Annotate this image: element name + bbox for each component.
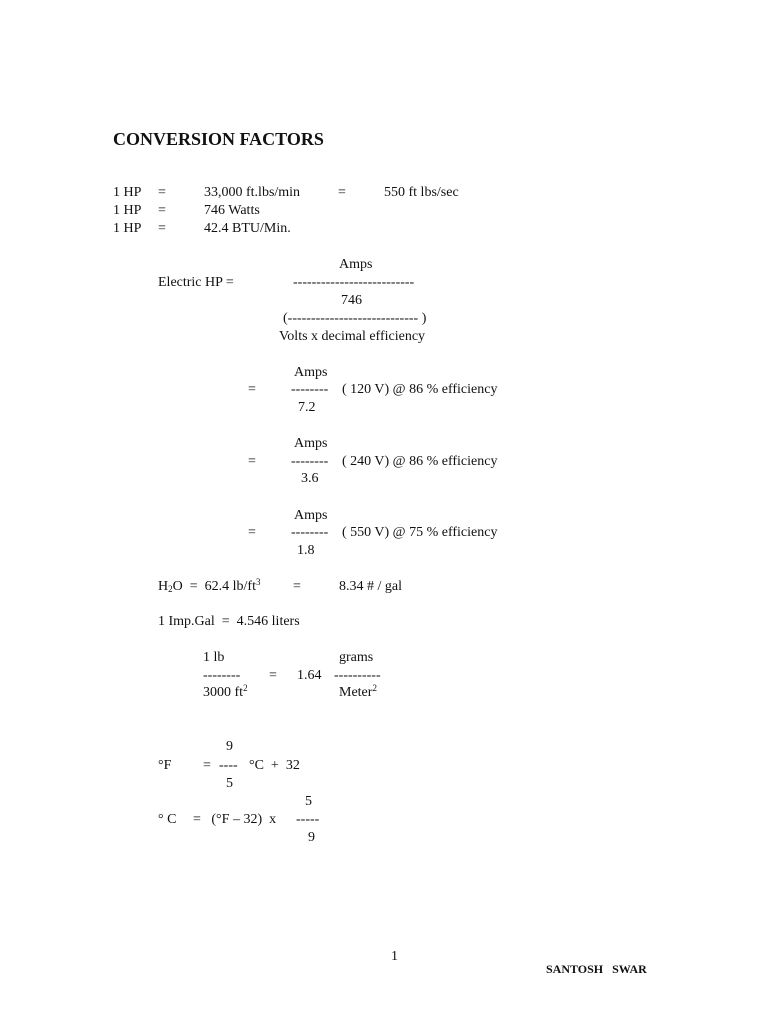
hp-row-2-eq: = — [158, 203, 166, 218]
variant-3-numerator: Amps — [294, 508, 328, 523]
celsius-lhs: ° C — [158, 812, 177, 827]
electric-hp-sub-denominator: Volts x decimal efficiency — [279, 329, 426, 344]
imp-gal: 1 Imp.Gal = 4.546 liters — [158, 614, 300, 629]
fahrenheit-rest: °C + 32 — [249, 758, 300, 773]
density-den-right-sup: 2 — [372, 683, 377, 693]
water-sub2: 2 — [168, 584, 173, 594]
electric-hp-label: Electric HP = — [158, 275, 234, 290]
water-eq: = — [293, 579, 301, 594]
fahrenheit-den: 5 — [226, 776, 233, 791]
electric-hp-denominator: 746 — [341, 293, 362, 308]
density-den-right-text: Meter — [339, 685, 373, 700]
density-den-left-sup: 2 — [243, 683, 248, 693]
hp-row-1-lhs: 1 HP — [113, 185, 142, 200]
density-num-right: grams — [339, 650, 374, 665]
variant-1-bar: -------- — [291, 382, 329, 397]
fahrenheit-eq: = — [203, 758, 211, 773]
water-o-eq: O = 62.4 lb/ft — [172, 579, 256, 594]
density-den-right — [339, 683, 377, 700]
page-number: 1 — [391, 949, 398, 964]
celsius-num: 5 — [305, 794, 312, 809]
hp-row-1-value2: 550 ft lbs/sec — [384, 185, 459, 200]
variant-3-note: ( 550 V) @ 75 % efficiency — [342, 525, 498, 540]
variant-3-denominator: 1.8 — [297, 543, 315, 558]
page-title: CONVERSION FACTORS — [113, 129, 324, 149]
celsius-bar: ----- — [296, 812, 320, 827]
variant-2-eq: = — [248, 454, 256, 469]
water-h: H — [158, 579, 169, 594]
water-lhs — [158, 577, 261, 594]
variant-2-denominator: 3.6 — [301, 471, 319, 486]
author-name: SANTOSH SWAR — [546, 962, 647, 976]
fahrenheit-lhs: °F — [158, 758, 172, 773]
density-bar-right: ---------- — [334, 668, 381, 683]
water-value: 8.34 # / gal — [339, 579, 402, 594]
variant-1-note: ( 120 V) @ 86 % efficiency — [342, 382, 498, 397]
celsius-den: 9 — [308, 830, 315, 845]
hp-row-2-lhs: 1 HP — [113, 203, 142, 218]
electric-hp-paren-bar: (---------------------------- ) — [283, 311, 427, 326]
variant-2-numerator: Amps — [294, 436, 328, 451]
density-den-left-text: 3000 ft — [203, 685, 244, 700]
density-num-left: 1 lb — [203, 650, 225, 665]
fahrenheit-num: 9 — [226, 739, 233, 754]
celsius-expr: = (°F – 32) x — [193, 812, 277, 827]
variant-1-denominator: 7.2 — [298, 400, 316, 415]
variant-1-eq: = — [248, 382, 256, 397]
density-eq: = — [269, 668, 277, 683]
density-den-left — [203, 683, 248, 700]
electric-hp-bar: -------------------------- — [293, 275, 415, 290]
hp-row-1-eq: = — [158, 185, 166, 200]
variant-2-note: ( 240 V) @ 86 % efficiency — [342, 454, 498, 469]
density-factor: 1.64 — [297, 668, 322, 683]
hp-row-1-value: 33,000 ft.lbs/min — [204, 185, 301, 200]
hp-row-2-value: 746 Watts — [204, 203, 260, 218]
density-bar-left: -------- — [203, 668, 241, 683]
electric-hp-numerator: Amps — [339, 257, 373, 272]
water-sup3: 3 — [255, 577, 261, 587]
variant-1-numerator: Amps — [294, 365, 328, 380]
hp-row-3-value: 42.4 BTU/Min. — [204, 221, 291, 236]
hp-row-3-eq: = — [158, 221, 166, 236]
variant-3-eq: = — [248, 525, 256, 540]
hp-row-1-eq2: = — [338, 185, 346, 200]
variant-2-bar: -------- — [291, 454, 329, 469]
hp-row-3-lhs: 1 HP — [113, 221, 142, 236]
fahrenheit-bar: ---- — [219, 758, 238, 773]
variant-3-bar: -------- — [291, 525, 329, 540]
